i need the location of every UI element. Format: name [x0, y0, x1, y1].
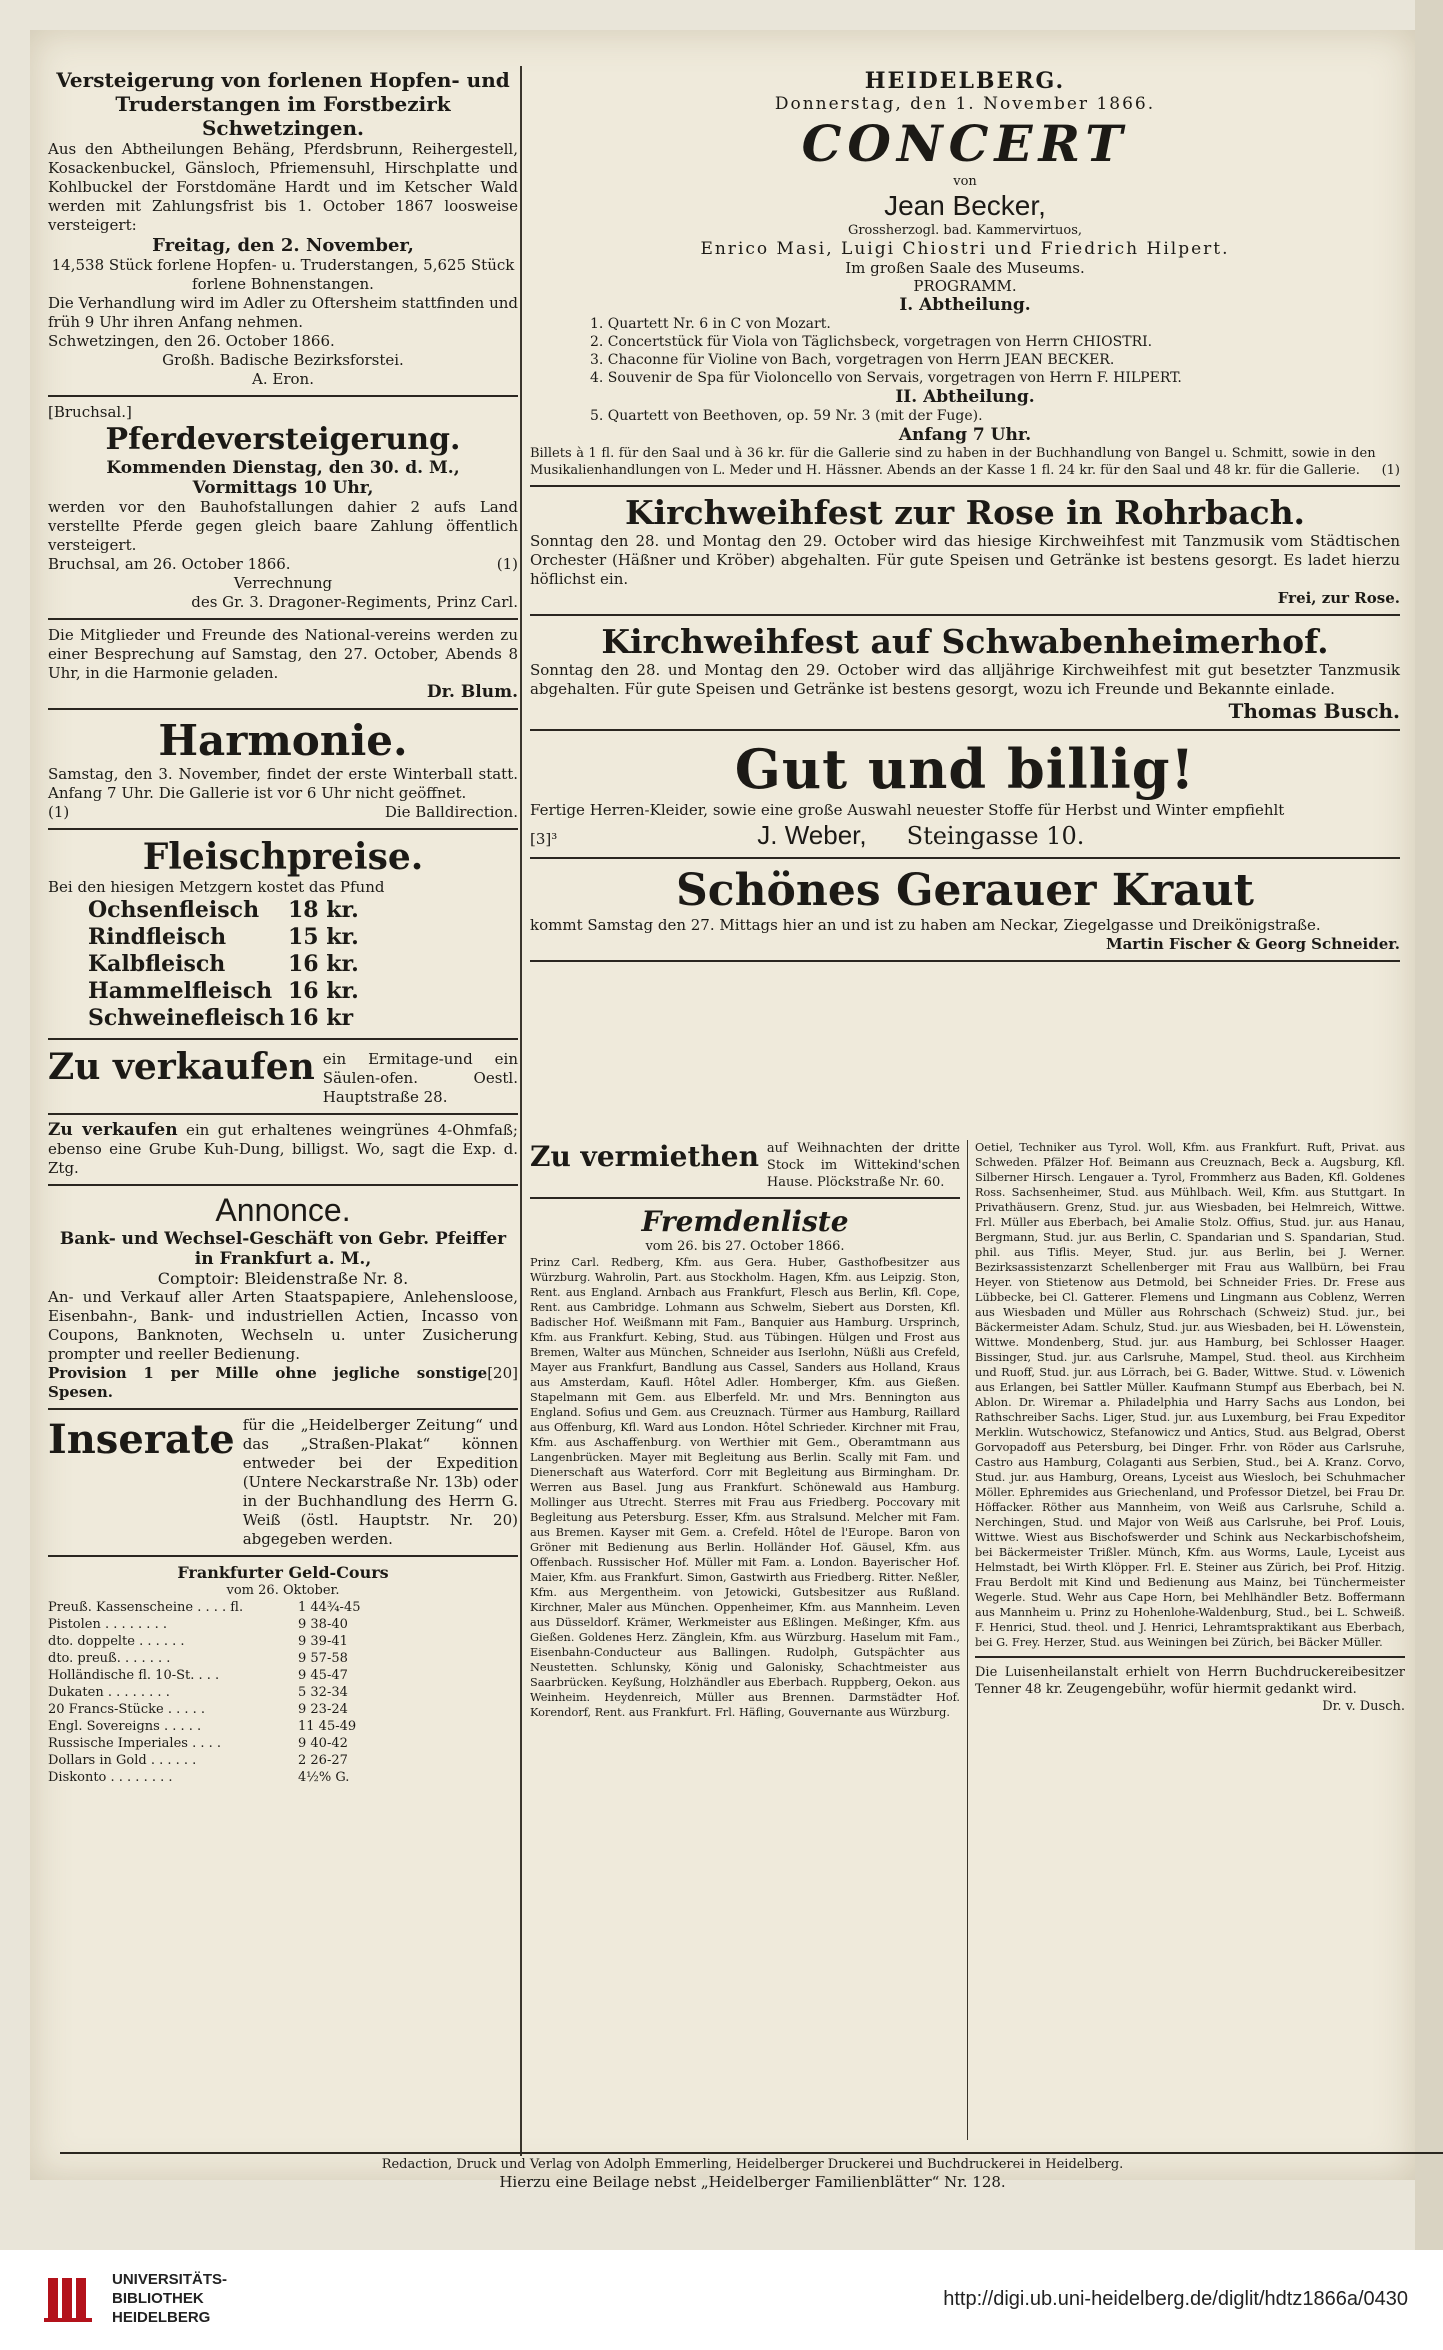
weber-num: [3]³ [530, 830, 558, 848]
concert-list-1 [530, 315, 1400, 387]
currency-value: 5 32-34 [298, 1685, 348, 1700]
pferde-tag: [Bruchsal.] [48, 403, 132, 421]
pferde-sig1: Verrechnung [233, 574, 333, 592]
separator [48, 395, 518, 397]
price-row [48, 978, 518, 1005]
currency-name: dto. preuß. . . . . . . [48, 1651, 171, 1666]
concert-title: CONCERT [801, 114, 1129, 173]
ad-vermiethen [530, 1140, 960, 1191]
cours-row [48, 1769, 518, 1786]
hopfen-items: 14,538 Stück forlene Hopfen- u. Truderstangen, 5,625 Stück forlene Bohnenstangen. [51, 256, 515, 293]
currency-value: 9 57-58 [298, 1651, 348, 1666]
harmonie-title: Harmonie. [158, 716, 408, 765]
currency-name: 20 Francs-Stücke . . . . . [48, 1702, 206, 1717]
ad-weber [530, 737, 1400, 851]
concert-artist: Jean Becker, [884, 190, 1046, 221]
currency-name: Diskonto . . . . . . . . [48, 1770, 173, 1785]
fremden-column-right [975, 1140, 1405, 1715]
separator [48, 1113, 518, 1115]
currency-value: 9 23-24 [298, 1702, 348, 1717]
scan-edge [1415, 0, 1443, 2250]
currency-name: Dukaten . . . . . . . . [48, 1685, 170, 1700]
fleisch-table [48, 897, 518, 1032]
separator [48, 618, 518, 620]
currency-name: dto. doppelte . . . . . . [48, 1634, 185, 1649]
kirch2-sig: Thomas Busch. [1228, 699, 1400, 723]
vermiethen-title: Zu vermiethen [530, 1140, 759, 1173]
price-row [48, 897, 518, 924]
cours-date: vom 26. Oktober. [226, 1583, 340, 1598]
hopfen-office: Großh. Badische Bezirksforstei. [162, 351, 404, 369]
annonce-body: An- und Verkauf aller Arten Staatspapiere, Anlehensloose, Eisenbahn-, Bank- und industriellen Actien, Incasso von Coupons, Banknoten, Wechseln u. unter Zusicherung prompter und reeller Bedienung. [48, 1288, 518, 1363]
hopfen-title: Versteigerung von forlenen Hopfen- und Truderstangen im Forstbezirk Schwetzingen. [56, 68, 510, 140]
annonce-firm: Bank- und Wechsel-Geschäft von Gebr. Pfeiffer in Frankfurt a. M., [59, 1229, 507, 1269]
supplement-note: Hierzu eine Beilage nebst „Heidelberger Familienblätter“ Nr. 128. [499, 2173, 1006, 2191]
separator [975, 1656, 1405, 1658]
currency-value: 4½% G. [298, 1770, 350, 1785]
hopfen-name: A. Eron. [252, 370, 314, 388]
separator [48, 1038, 518, 1040]
verkaufen-rest-1: ein Ermitage-und ein Säulen-ofen. Oestl. Hauptstraße 28. [322, 1050, 518, 1106]
concert-start: Anfang 7 Uhr. [898, 425, 1032, 445]
right-column [530, 68, 1400, 968]
hopfen-date: Freitag, den 2. November, [152, 235, 414, 256]
cours-row [48, 1667, 518, 1684]
meat-price: 16 kr. [288, 951, 359, 977]
concert-part1: I. Abtheilung. [899, 295, 1031, 315]
geld-cours [48, 1563, 518, 1786]
harmonie-num: (1) [48, 803, 70, 821]
meat-price: 16 kr. [288, 978, 359, 1004]
kirch1-sig: Frei, zur Rose. [1277, 589, 1400, 607]
pferde-body: werden vor den Bauhofstallungen dahier 2 aufs Land verstellte Pferde gegen gleich baare Zahlung öffentlich versteigert. [48, 498, 518, 554]
annonce-title: Annonce. [215, 1192, 351, 1228]
fleisch-intro: Bei den hiesigen Metzgern kostet das Pfund [48, 878, 385, 896]
kirch1-body: Sonntag den 28. und Montag den 29. October wird das hiesige Kirchweihfest mit Tanzmusik vom Städtischen Orchester (Häßner und Kröber) abgehalten. Für gute Speisen und Getränke ist bestens gesorgt. Es ladet hierzu höflichst ein. [530, 532, 1400, 588]
newspaper-page [30, 30, 1415, 2191]
currency-value: 9 39-41 [298, 1634, 348, 1649]
program-item: 5. Quartett von Beethoven, op. 59 Nr. 3 (mit der Fuge). [590, 408, 983, 424]
cours-title: Frankfurter Geld-Cours [177, 1563, 389, 1582]
separator [48, 1184, 518, 1186]
currency-name: Holländische fl. 10-St. . . . [48, 1668, 220, 1683]
pferde-title: Pferdeversteigerung. [105, 422, 461, 457]
pferde-sig2: des Gr. 3. Dragoner-Regiments, Prinz Carl. [191, 593, 518, 611]
separator [530, 614, 1400, 616]
meat-name: Hammelfleisch [88, 978, 273, 1004]
luisen-body: Die Luisenheilanstalt erhielt von Herrn Buchdruckereibesitzer Tenner 48 kr. Zeugengebühr, wofür hiermit gedankt wird. [975, 1665, 1405, 1697]
kirch1-title: Kirchweihfest zur Rose in Rohrbach. [624, 493, 1306, 532]
verkaufen-rest-2: ein gut erhaltenes weingrünes 4-Ohmfaß; ebenso eine Grube Kuh-Dung, billigst. Wo, sagt die Exp. d. Ztg. [48, 1121, 518, 1177]
currency-name: Pistolen . . . . . . . . [48, 1617, 167, 1632]
price-row [48, 1005, 518, 1032]
concert-programm: PROGRAMM. [913, 277, 1017, 295]
harmonie-sig: Die Balldirection. [384, 803, 518, 821]
logo-line-2: BIBLIOTHEK [112, 2290, 204, 2307]
ad-kirchweih-schwaben [530, 622, 1400, 723]
imprint: Redaction, Druck und Verlag von Adolph Emmerling, Heidelberger Druckerei und Buchdruckerei in Heidelberg. [60, 2152, 1443, 2173]
nv-body: Die Mitglieder und Freunde des National-vereins werden zu einer Besprechung auf Samstag, den 27. October, Abends 8 Uhr, in die Harmonie geladen. [48, 626, 518, 682]
cours-row [48, 1735, 518, 1752]
separator [48, 708, 518, 710]
meat-name: Kalbfleisch [88, 951, 226, 977]
fremden-date: vom 26. bis 27. October 1866. [645, 1239, 845, 1254]
currency-value: 9 40-42 [298, 1736, 348, 1751]
weber-name: J. Weber, [757, 820, 867, 850]
cours-row [48, 1633, 518, 1650]
cours-table [48, 1599, 518, 1786]
cours-row [48, 1752, 518, 1769]
concert-num: (1) [1381, 463, 1400, 478]
vermiethen-body: auf Weihnachten der dritte Stock im Wittekind'schen Hause. Plöckstraße Nr. 60. [766, 1141, 960, 1190]
fremden-title: Fremdenliste [641, 1205, 849, 1238]
separator [530, 729, 1400, 731]
ad-fleischpreise [48, 836, 518, 1032]
concert-role: Grossherzogl. bad. Kammervirtuos, [847, 223, 1083, 238]
meat-price: 15 kr. [288, 924, 359, 950]
ad-inserate [48, 1416, 518, 1549]
pferde-place: Bruchsal, am 26. October 1866. [48, 555, 291, 573]
weber-title: Gut und billig! [734, 737, 1196, 801]
concert-with: Enrico Masi, Luigi Chiostri und Friedrich Hilpert. [700, 239, 1230, 259]
cours-row [48, 1616, 518, 1633]
fremden-text-1: Prinz Carl. Redberg, Kfm. aus Gera. Huber, Gasthofbesitzer aus Würzburg. Wahrolin, Part. aus Stockholm. Hagen, Kfm. aus Leipzig. Ston, Rent. aus England. Arnbach aus Frankfurt, Flesch aus Berlin, Kfl. Cope, Rent. aus Cambridge. Lohmann aus Schwelm, Siebert aus Dorsten, Kfl. Badischer Hof. Weißmann mit Fam., Banquier aus Hamburg. Ursprinch, Kfm. aus Frankfurt. Kebing, Stud. aus Tübingen. Hülgen und Frost aus Bremen, Walter aus München, Schneider aus Iserlohn, Nüßli aus Crefeld, Mayer aus Frankfurt, Bandlung aus Cassel, Sanders aus Holland, Kraus aus Amsterdam, Kaufl. Hôtel Adler. Homberger, Kfm. aus Gießen. Stapelmann mit Gem. aus Elberfeld. Mr. und Mrs. Bennington aus England. Sofius und Gem. aus Creuznach. Türmer aus Hamburg, Raillard aus Offenburg, Kfl. Ward aus London. Hôtel Schrieder. Kirchner mit Frau, Kfm. aus Aschaffenburg. von Werthier mit Gem., Oberamtmann aus Langenbrücken. Mayer mit Begleitung aus Berlin. Scally mit Fam. und Dienerschaft aus Waterford. Corr mit Begleitung aus Birmingham. Dr. Werren aus Basel. Jung aus Frankfurt. Schönewald aus Hamburg. Mollinger aus Utrecht. Sterres mit Frau aus Friedberg. Poccovary mit Begleitung aus Petersburg. Esser, Kfm. aus Stralsund. Melcher mit Fam. aus Bremen. Kayser mit Gem. a. Crefeld. Hôtel de l'Europe. Baron von Gröner mit Bedienung aus Berlin. Holländer Hof. Gäusel, Kfm. aus Offenbach. Russischer Hof. Müller mit Fam. a. London. Bayerischer Hof. Maier, Kfm. aus Frankfurt. Simon, Gastwirth aus Friedberg. Ritter. Neßler, Kfm. aus Mergentheim. von Jetowicki, Gutsbesitzer aus Rußland. Kirchner, Maler aus München. Oppenheimer, Kfm. aus Mannheim. Leven aus Düsseldorf. Krämer, Werkmeister aus Eßlingen. Meßinger, Kfm. aus Gießen. Goldenes Herz. Zänglein, Kfm. aus Würzburg. Haselum mit Fam., Eisenbahn-Conducteur aus Ballingen. Rudolph, Gutspächter aus Neustetten. Schlunsky, König und Galonisky, Schachtmeister aus Saarbrücken. Keyßung, Holzhändler aus Eberbach. Ruppberg, Oekon. aus Weinheim. Heydenreich, Müller aus Brennen. Darmstädter Hof. Korendorf, Rent. aus Frankfurt. Frl. Häfling, Gouvernante aus Würzburg. [530, 1256, 960, 1719]
fremden-column-left [530, 1140, 960, 1720]
hopfen-place: Die Verhandlung wird im Adler zu Oftersheim stattfinden und früh 9 Uhr ihren Anfang nehmen. [48, 294, 518, 331]
concert-hall: Im großen Saale des Museums. [845, 259, 1085, 277]
verkaufen-title-1: Zu verkaufen [48, 1046, 315, 1088]
meat-name: Rindfleisch [88, 924, 227, 950]
ad-pferde [48, 403, 518, 612]
verkaufen-title-2: Zu verkaufen [48, 1120, 178, 1140]
cours-row [48, 1599, 518, 1616]
ad-annonce [48, 1192, 518, 1402]
logo-text [112, 2270, 227, 2327]
source-url-link[interactable]: http://digi.ub.uni-heidelberg.de/diglit/hdtz1866a/0430 [943, 2288, 1408, 2310]
currency-value: 2 26-27 [298, 1753, 348, 1768]
separator [530, 485, 1400, 487]
currency-name: Dollars in Gold . . . . . . [48, 1753, 197, 1768]
column-divider [520, 66, 522, 2156]
concert-part2: II. Abtheilung. [895, 387, 1035, 407]
concert-von: von [953, 174, 977, 189]
currency-value: 9 38-40 [298, 1617, 348, 1632]
separator [530, 857, 1400, 859]
logo-line-1: UNIVERSITÄTS- [112, 2271, 228, 2288]
price-row [48, 924, 518, 951]
annonce-fee: Provision 1 per Mille ohne jegliche sonstige Spesen. [48, 1364, 488, 1401]
left-column [48, 68, 518, 1786]
ad-verkaufen-1 [48, 1046, 518, 1107]
kraut-title: Schönes Gerauer Kraut [676, 865, 1254, 916]
fremden-text-2: Oetiel, Techniker aus Tyrol. Woll, Kfm. aus Frankfurt. Ruft, Privat. aus Schweden. Pfälzer Hof. Beimann aus Creuznach, Beck a. Augsburg, Kfl. Silberner Hirsch. Lengauer a. Tyrol, Frommherz aus Baden, Kfl. Goldenes Ross. Sachsenheimer, Stud. aus Mühlbach. Weil, Kfm. aus Stuttgart. In Privathäusern. Grenz, Stud. jur. aus Wiesbaden, bei Helmreich, Wittwe. Frl. Müller aus Eberbach, bei Amalie Stolz. Offius, Stud. jur. aus Hanau, Bergmann, Stud. jur. aus Berlin, C. Spandarian und S. Spandarian, Stud. phil. aus Tiflis. Meyer, Stud. jur. aus Berlin, bei J. Werner. Bezirksassistenzarzt Schellenberger mit Frau aus Wallbürn, bei Frau Heyer. von Stietenow aus Detmold, bei Schneider Fries. Dr. Frese aus Lübbecke, bei Cl. Gatterer. Flemens und Lingmann aus Coblenz, Werren aus Wiesbaden und Müller aus Rohrschach (Schweiz) Stud. jur., bei Bäckermeister Adam. Schulz, Stud. jur. aus Wiesbaden, bei H. Löwenstein, Wittwe. Mondenberg, Stud. jur. aus Hamburg, bei Schlosser Haager. Bissinger, Stud. jur. aus Carlsruhe, Mampel, Stud. theol. aus Kirchheim und Ruoff, Stud. jur. aus Lörrach, bei G. Bader, Wittwe. Stud. v. Löwenich aus Erlangen, bei Sattler Müller. Kaufmann Stumpf aus Eberbach, bei N. Ablon. Dr. Wiremar a. Philadelphia und Harry Sachs aus London, bei Rathschreiber Sachs. Liger, Stud. jur. aus Luxemburg, bei Frau Expeditor Merklin. Wutschowicz, Stefanowicz und Antics, Stud. aus Belgrad, Oberst Gorvopadoff aus Petersburg, bei Dinger. Frhr. von Röder aus Carlsruhe, Castro aus Hamburg, Colaganti aus Serbien, Stud., bei A. Kranz. Corvo, Stud. jur. aus Hamburg, Oreans, Lyceist aus Wiesloch, bei Schuhmacher Möller. Ephremides aus Griechenland, und Professor Dietzel, bei Frau Dr. Höffacker. Röther aus Mannheim, von Weiß aus Carlsruhe, Schild a. Nerchingen, Stud. und Major von Weiß aus Carlsruhe, bei Prof. Louis, Wittwe. Wiest aus Bischofswerder und Schink aus Neckarbischofsheim, bei Bäckermeister Trißler. Münch, Kfm. aus Worms, Laule, Lyceist aus Helmstadt, bei Wirth Klöpper. Frl. E. Steiner aus Zürich, bei Prof. Hitzig. Frau Berdolt mit Kind und Bedienung aus Mainz, bei Tünchermeister Wegerle. Stud. Wehr aus Cape Horn, bei Mehlhändler Betz. Boffermann aus Mannheim u. Prinz zu Hohenlohe-Waldenburg, Stud., bei L. Schweiß. F. Henrici, Stud. theol. und J. Henrici, Lehramtspraktikant aus Eberbach, bei G. Frey. Herzer, Stud. aus Weiningen bei Zürich, bei Bäcker Müller. [975, 1141, 1405, 1649]
currency-value: 9 45-47 [298, 1668, 348, 1683]
pferde-time: Vormittags 10 Uhr, [192, 478, 374, 498]
hopfen-signed: Schwetzingen, den 26. October 1866. [48, 332, 335, 350]
university-logo-icon [40, 2268, 100, 2328]
kraut-sig: Martin Fischer & Georg Schneider. [1105, 935, 1400, 953]
cours-row [48, 1684, 518, 1701]
separator [530, 1197, 960, 1199]
ad-harmonie [48, 716, 518, 822]
currency-name: Engl. Sovereigns . . . . . [48, 1719, 202, 1734]
ad-nationalverein [48, 626, 518, 702]
meat-price: 18 kr. [288, 897, 359, 923]
ad-verkaufen-2 [48, 1121, 518, 1178]
fleisch-title: Fleischpreise. [142, 836, 424, 878]
separator [48, 828, 518, 830]
concert-list-2 [530, 407, 1400, 425]
hopfen-body: Aus den Abtheilungen Behäng, Pferdsbrunn, Reihergestell, Kosackenbuckel, Gänsloch, Pfriemensuhl, Hirschplatte und Kohlbuckel der Forstdomäne Hardt und im Ketscher Wald werden mit Zahlungsfrist bis 1. October 1867 loosweise versteigert: [48, 140, 518, 234]
program-item: 2. Concertstück für Viola von Täglichsbeck, vorgetragen von Herrn CHIOSTRI. [590, 334, 1153, 350]
ad-kirchweih-rohrbach [530, 493, 1400, 608]
imprint-area [60, 2152, 1443, 2191]
currency-value: 1 44¾-45 [298, 1600, 361, 1615]
currency-name: Preuß. Kassenscheine . . . . fl. [48, 1600, 244, 1615]
kirch2-title: Kirchweihfest auf Schwabenheimerhof. [601, 622, 1329, 661]
weber-addr: Steingasse 10. [906, 822, 1085, 850]
meat-name: Schweinefleisch [88, 1005, 285, 1031]
concert-city: HEIDELBERG. [864, 68, 1066, 94]
annonce-office: Comptoir: Bleidenstraße Nr. 8. [157, 1269, 409, 1288]
kirch2-body: Sonntag den 28. und Montag den 29. October wird das alljährige Kirchweihfest mit gut besetzter Tanzmusik abgehalten. Für gute Speisen und Getränke ist bestens gesorgt, wozu ich Freunde und Bekannte einlade. [530, 661, 1400, 698]
inserate-body: für die „Heidelberger Zeitung“ und das „Straßen-Plakat“ können entweder bei der Expedition (Untere Neckarstraße Nr. 13b) oder in der Buchhandlung des Herrn G. Weiß (östl. Hauptstr. Nr. 20) abgegeben werden. [242, 1416, 518, 1548]
weber-body: Fertige Herren-Kleider, sowie eine große Auswahl neuester Stoffe für Herbst und Winter empfiehlt [530, 801, 1285, 819]
inserate-title: Inserate [48, 1416, 235, 1463]
meat-price: 16 kr [288, 1005, 354, 1031]
ad-concert [530, 68, 1400, 479]
meat-name: Ochsenfleisch [88, 897, 260, 923]
cours-row [48, 1701, 518, 1718]
ad-hopfen-sale [48, 68, 518, 389]
subcolumn-divider [967, 1140, 968, 2140]
pferde-when: Kommenden Dienstag, den 30. d. M., [106, 458, 460, 478]
separator [530, 960, 1400, 962]
luisen-sig: Dr. v. Dusch. [1322, 1699, 1405, 1714]
annonce-num: [20] [487, 1364, 518, 1382]
concert-tickets: Billets à 1 fl. für den Saal und à 36 kr. für die Gallerie sind zu haben in der Buchhandlung von Bangel u. Schmitt, sowie in den Musikalienhandlungen von L. Meder und H. Hässner. Abends an der Kasse 1 fl. 24 kr. für den Saal und 48 kr. für die Gallerie. [530, 446, 1376, 478]
ad-kraut [530, 865, 1400, 954]
currency-value: 11 45-49 [298, 1719, 357, 1734]
logo-line-3: HEIDELBERG [112, 2309, 211, 2326]
price-row [48, 951, 518, 978]
separator [48, 1555, 518, 1557]
harmonie-body: Samstag, den 3. November, findet der erste Winterball statt. Anfang 7 Uhr. Die Gallerie ist vor 6 Uhr nicht geöffnet. [48, 765, 518, 802]
concert-date: Donnerstag, den 1. November 1866. [774, 94, 1156, 114]
program-item: 3. Chaconne für Violine von Bach, vorgetragen von Herrn JEAN BECKER. [590, 352, 1115, 368]
program-item: 4. Souvenir de Spa für Violoncello von Servais, vorgetragen von Herrn F. HILPERT. [590, 370, 1182, 386]
cours-row [48, 1650, 518, 1667]
program-item: 1. Quartett Nr. 6 in C von Mozart. [590, 316, 831, 332]
kraut-body: kommt Samstag den 27. Mittags hier an und ist zu haben am Neckar, Ziegelgasse und Dreikönigstraße. [530, 916, 1321, 934]
currency-name: Russische Imperiales . . . . [48, 1736, 221, 1751]
pferde-num: (1) [496, 555, 518, 573]
separator [48, 1408, 518, 1410]
cours-row [48, 1718, 518, 1735]
nv-sig: Dr. Blum. [426, 682, 518, 702]
